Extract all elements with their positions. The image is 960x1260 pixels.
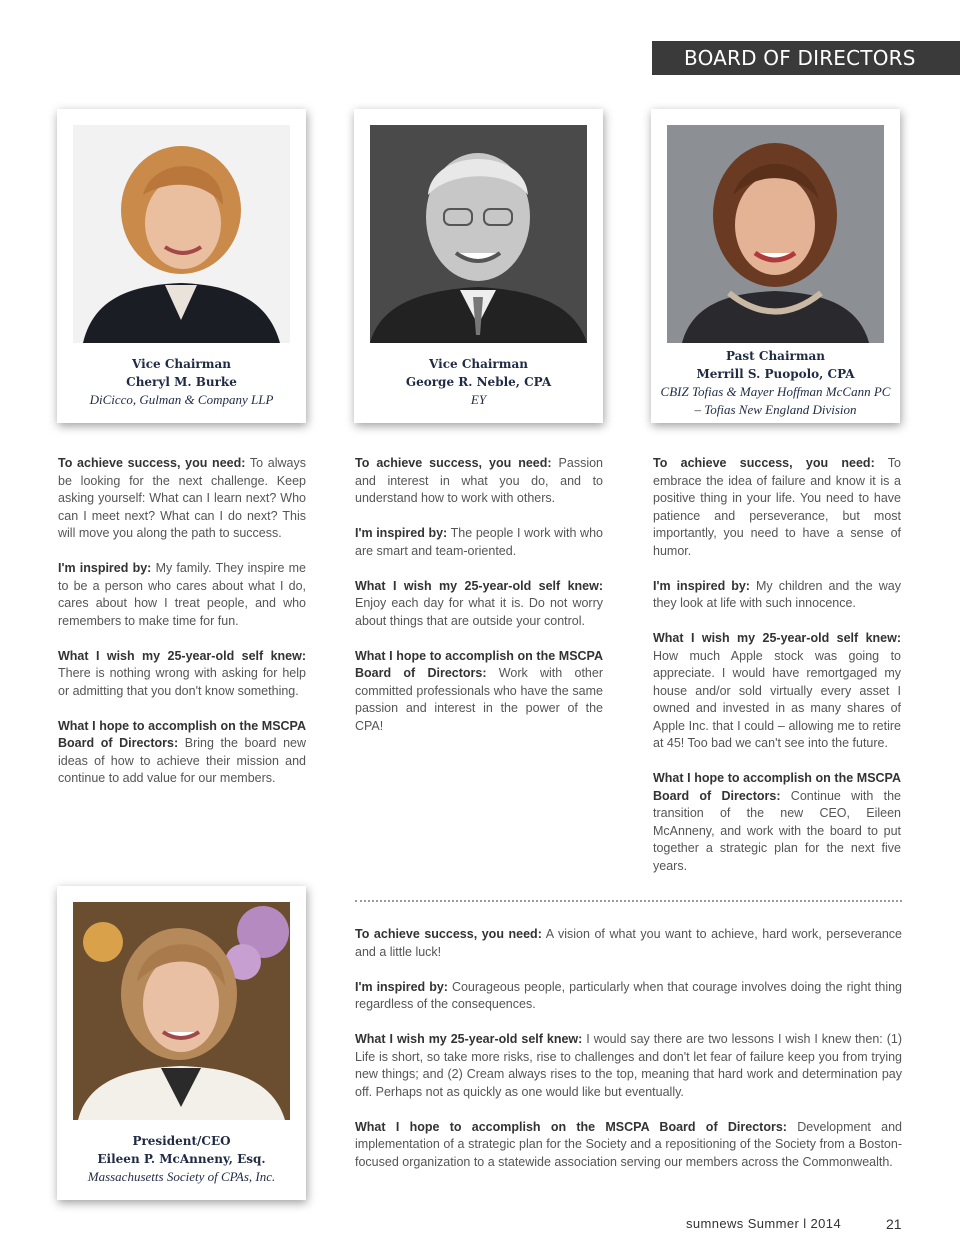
profile-caption	[651, 347, 900, 419]
profile-role: Vice Chairman	[429, 357, 528, 371]
qa-label: To achieve success, you need:	[355, 456, 552, 470]
qa-answer: My family. They inspire me to be a person who cares about what I do, cares about how I treat people, and who remembers to make time for fun.	[58, 561, 306, 628]
qa-success	[355, 926, 902, 961]
portrait-woman-icon	[667, 125, 884, 343]
qa-label: I'm inspired by:	[355, 979, 448, 994]
qa-label: What I wish my 25-year-old self knew:	[355, 578, 603, 593]
portrait-woman-icon	[73, 902, 290, 1120]
profile-organization: CBIZ Tofias & Mayer Hoffman McCann PC	[660, 384, 891, 399]
qa-hope	[653, 770, 901, 875]
qa-label: I'm inspired by:	[653, 578, 750, 593]
qa-inspired	[355, 979, 902, 1014]
qa-wish	[58, 648, 306, 701]
page-number: 21	[886, 1216, 902, 1232]
qa-label: What I hope to accomplish on the MSCPA Board of Directors:	[355, 1119, 787, 1134]
publication-footer: sumnews Summer l 2014	[686, 1216, 842, 1231]
qa-success	[58, 455, 306, 543]
qa-success	[653, 455, 901, 560]
qa-label: To achieve success, you need:	[58, 456, 246, 470]
profile-card-mcanneny	[57, 886, 306, 1200]
qa-wish	[355, 578, 603, 631]
profile-organization-division: – Tofias New England Division	[694, 402, 857, 417]
qa-label: I'm inspired by:	[355, 526, 448, 540]
qa-answer: Enjoy each day for what it is. Do not worry about things that are outside your control.	[355, 596, 603, 628]
qa-answer: My children and the way they look at life with such innocence.	[653, 578, 901, 610]
profile-name: George R. Neble, CPA	[405, 375, 552, 389]
qa-label: To achieve success, you need:	[355, 927, 542, 941]
qa-label: What I wish my 25-year-old self knew:	[653, 631, 901, 645]
portrait-man-icon	[370, 125, 587, 343]
qa-label: I'm inspired by:	[58, 561, 152, 575]
profile-text-mcanneny	[355, 926, 902, 1189]
profile-text-neble	[355, 455, 603, 753]
profile-caption	[354, 355, 603, 409]
qa-inspired	[58, 560, 306, 630]
qa-success	[355, 455, 603, 508]
qa-inspired	[653, 578, 901, 613]
profile-role: Vice Chairman	[132, 357, 231, 371]
profile-name: Merrill S. Puopolo, CPA	[696, 367, 855, 381]
qa-answer: Bring the board new ideas of how to achieve their mission and continue to add value for our members.	[58, 736, 306, 785]
section-banner	[652, 41, 960, 75]
dotted-divider	[355, 900, 902, 902]
qa-answer: How much Apple stock was going to appreciate. I would have remortgaged my house and/or sold virtually every asset I owned and invested in as many shares of Apple Inc. that I could – allowing me to retire at 45! Too bad we can't see into the future.	[653, 648, 901, 750]
qa-label: What I hope to accomplish on the MSCPA Board of Directors:	[653, 771, 901, 803]
qa-answer: The people I work with who are smart and team-oriented.	[355, 526, 603, 558]
qa-wish	[653, 630, 901, 753]
profile-card-neble	[354, 109, 603, 423]
qa-label: What I hope to accomplish on the MSCPA Board of Directors:	[58, 718, 306, 750]
qa-answer: To always be looking for the next challenge. Keep asking yourself: What can I learn next? Who can I meet next? What can I do next? This will move you along the path to success.	[58, 456, 306, 540]
qa-answer: There is nothing wrong with asking for help or admitting that you don't know something.	[58, 666, 306, 698]
profile-organization: DiCicco, Gulman & Company LLP	[89, 392, 274, 407]
profile-name: Eileen P. McAnneny, Esq.	[97, 1152, 266, 1166]
qa-answer: A vision of what you want to achieve, hard work, perseverance and a little luck!	[355, 927, 902, 959]
qa-inspired	[355, 525, 603, 560]
profile-organization: EY	[470, 392, 487, 407]
profile-card-burke	[57, 109, 306, 423]
portrait-woman-icon	[73, 125, 290, 343]
profile-organization: Massachusetts Society of CPAs, Inc.	[87, 1169, 276, 1184]
qa-answer: Continue with the transition of the new CEO, Eileen McAnneny, and work with the board to put together a strategic plan for the next five years.	[653, 788, 902, 873]
qa-label: What I wish my 25-year-old self knew:	[58, 648, 306, 663]
qa-label: What I wish my 25-year-old self knew:	[355, 1032, 583, 1046]
profile-role: Past Chairman	[725, 349, 826, 363]
qa-answer: I would say there are two lessons I wish I knew then: (1) Life is short, so take more risks, rise to challenges and don't let fear of failure keep you from trying new things; and (2) Cream always rises to the top, meaning that hard work and determination pay off. Perhaps not as quickly as one would like but eventually.	[355, 1032, 902, 1099]
qa-answer: Passion and interest in what you do, and to understand how to work with others.	[355, 456, 604, 505]
qa-wish	[355, 1031, 902, 1101]
profile-role: President/CEO	[132, 1134, 231, 1148]
profile-name: Cheryl M. Burke	[126, 375, 237, 389]
qa-label: What I hope to accomplish on the MSCPA Board of Directors:	[355, 648, 603, 680]
profile-text-puopolo	[653, 455, 901, 893]
section-title: BOARD OF DIRECTORS	[684, 46, 916, 70]
profile-caption	[57, 1132, 306, 1186]
qa-answer: Work with other committed professionals who have the same passion and interest in the power of the CPA!	[355, 666, 604, 733]
qa-hope	[355, 648, 603, 736]
qa-answer: Courageous people, particularly when that courage involves doing the right thing regardless of the consequences.	[355, 979, 902, 1011]
profile-card-puopolo	[651, 109, 900, 423]
qa-answer: Development and implementation of a strategic plan for the Society and a repositioning of the Society from a Boston-focused organization to a statewide association serving our members across the Commonwealth.	[355, 1119, 902, 1169]
profile-text-burke	[58, 455, 306, 805]
qa-answer: To embrace the idea of failure and know it is a positive thing in your life. You need to have patience and perseverance, but most importantly, you need to have a sense of humor.	[653, 456, 901, 558]
qa-label: To achieve success, you need:	[653, 456, 875, 470]
profile-caption	[57, 355, 306, 409]
qa-hope	[58, 718, 306, 788]
qa-hope	[355, 1119, 902, 1172]
